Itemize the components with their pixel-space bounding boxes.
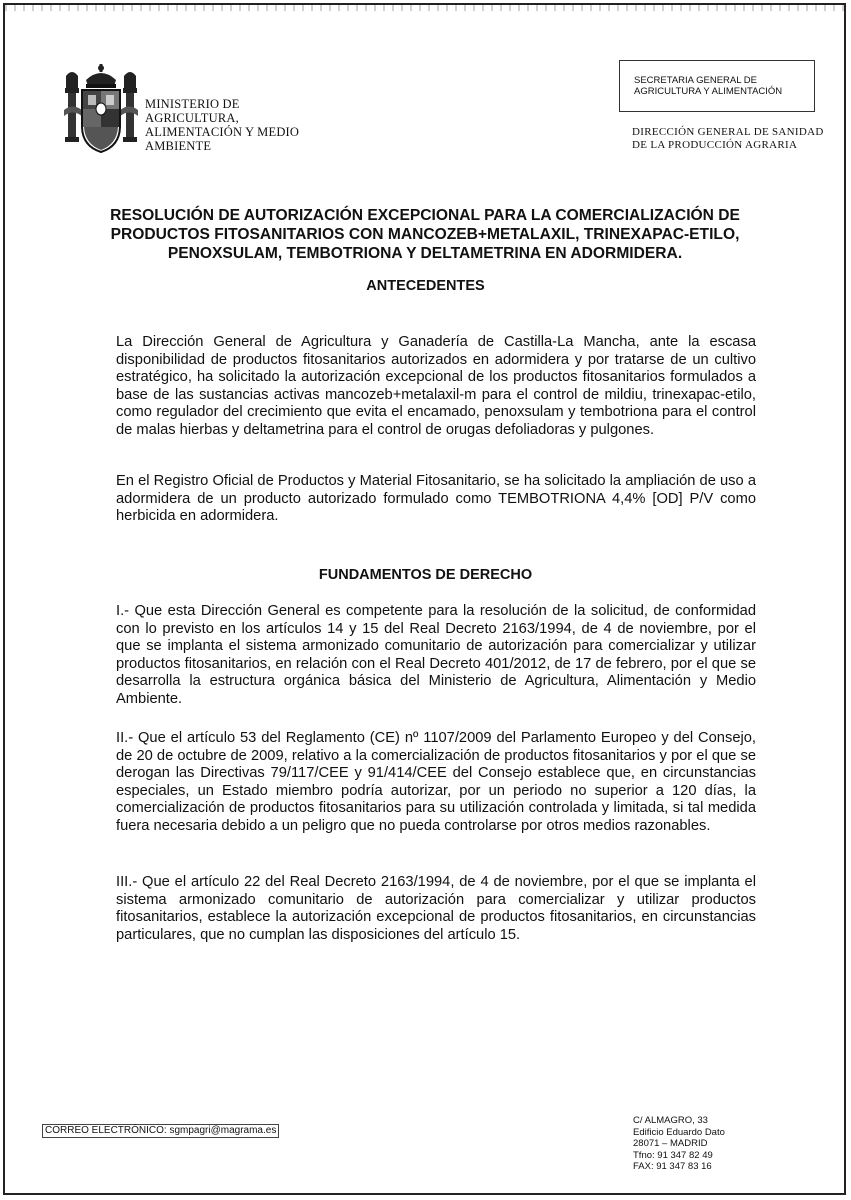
- scan-edge-artifact: [5, 5, 845, 11]
- address-line: Tfno: 91 347 82 49: [633, 1149, 713, 1161]
- secretaria-line: AGRICULTURA Y ALIMENTACIÓN: [634, 86, 783, 97]
- footer-address: [633, 1115, 725, 1173]
- document-title: RESOLUCIÓN DE AUTORIZACIÓN EXCEPCIONAL PARA LA COMERCIALIZACIÓN DE PRODUCTOS FITOSANITARIOS CON MANCOZEB+METALAXIL, TRINEXAPAC-ETILO, PENOXSULAM, TEMBOTRIONA Y DELTAMETRINA EN ADORMIDERA.: [110, 207, 740, 262]
- ministry-line: AMBIENTE: [145, 139, 212, 153]
- footer-email: CORREO ELECTRÓNICO: sgmpagri@magrama.es: [42, 1124, 279, 1138]
- page-border: [3, 3, 846, 1195]
- fundamentos-paragraph-2: II.- Que el artículo 53 del Reglamento (CE) nº 1107/2009 del Parlamento Europeo y del Consejo, de 20 de octubre de 2009, relativo a la comercialización de productos fitosanitarios y por el que se derogan las Directivas 79/117/CEE y 91/414/CEE del Consejo establece que, en circunstancias especiales, un Estado miembro podría autorizar, por un periodo no superior a 120 días, la comercialización de productos fitosanitarios para su utilización controlada y limitada, si tal medida fuera necesaria debido a un peligro que no pueda controlarse por otros medios razonables.: [116, 730, 756, 834]
- secretaria-box: [619, 60, 815, 112]
- ministry-name: [145, 97, 299, 153]
- fundamentos-heading: FUNDAMENTOS DE DERECHO: [318, 567, 533, 583]
- direccion-line: DE LA PRODUCCIÓN AGRARIA: [632, 139, 798, 151]
- direccion-line: DIRECCIÓN GENERAL DE SANIDAD: [632, 126, 824, 138]
- ministry-line: MINISTERIO DE: [145, 97, 240, 111]
- antecedentes-paragraph-2: En el Registro Oficial de Productos y Material Fitosanitario, se ha solicitado la ampliación de uso a adormidera de un producto autorizado formulado como TEMBOTRIONA 4,4% [OD] P/V como herbicida en adormidera.: [116, 473, 756, 524]
- address-line: Edificio Eduardo Dato: [633, 1126, 725, 1138]
- direccion-general: [632, 126, 824, 152]
- address-line: 28071 – MADRID: [633, 1138, 708, 1150]
- fundamentos-paragraph-1: I.- Que esta Dirección General es competente para la resolución de la solicitud, de conformidad con lo previsto en los artículos 14 y 15 del Real Decreto 2163/1994, de 4 de noviembre, por el que se implanta el sistema armonizado comunitario de autorización para comercializar y utilizar productos fitosanitarios, en relación con el Real Decreto 401/2012, de 17 de febrero, por el que se desarrolla la estructura orgánica básica del Ministerio de Agricultura, Alimentación y Medio Ambiente.: [116, 603, 756, 707]
- antecedentes-paragraph-1: La Dirección General de Agricultura y Ganadería de Castilla-La Mancha, ante la escasa disponibilidad de productos fitosanitarios autorizados en adormidera y por tratarse de un cultivo estratégico, ha solicitado la autorización excepcional de los productos fitosanitarios formulados a base de las sustancias activas mancozeb+metalaxil-m para el control de mildiu, trinexapac-etilo, como regulador del crecimiento que evita el encamado, penoxsulam y tembotriona para el control de malas hierbas y deltametrina para el control de orugas defoliadoras y pulgones.: [116, 334, 756, 438]
- spanish-coat-of-arms-icon: [62, 62, 140, 158]
- antecedentes-heading: ANTECEDENTES: [366, 278, 485, 294]
- address-line: C/ ALMAGRO, 33: [633, 1115, 708, 1126]
- address-line: FAX: 91 347 83 16: [633, 1161, 712, 1173]
- secretaria-line: SECRETARIA GENERAL DE: [634, 75, 758, 86]
- ministry-line: AGRICULTURA,: [145, 111, 239, 125]
- fundamentos-paragraph-3: III.- Que el artículo 22 del Real Decreto 2163/1994, de 4 de noviembre, por el que se implanta el sistema armonizado comunitario de autorización para comercializar y utilizar productos fitosanitarios, establece la autorización excepcional de productos fitosanitarios, en circunstancias particulares, que no cumplan las disposiciones del artículo 15.: [116, 874, 756, 943]
- ministry-line: ALIMENTACIÓN Y MEDIO: [145, 125, 300, 139]
